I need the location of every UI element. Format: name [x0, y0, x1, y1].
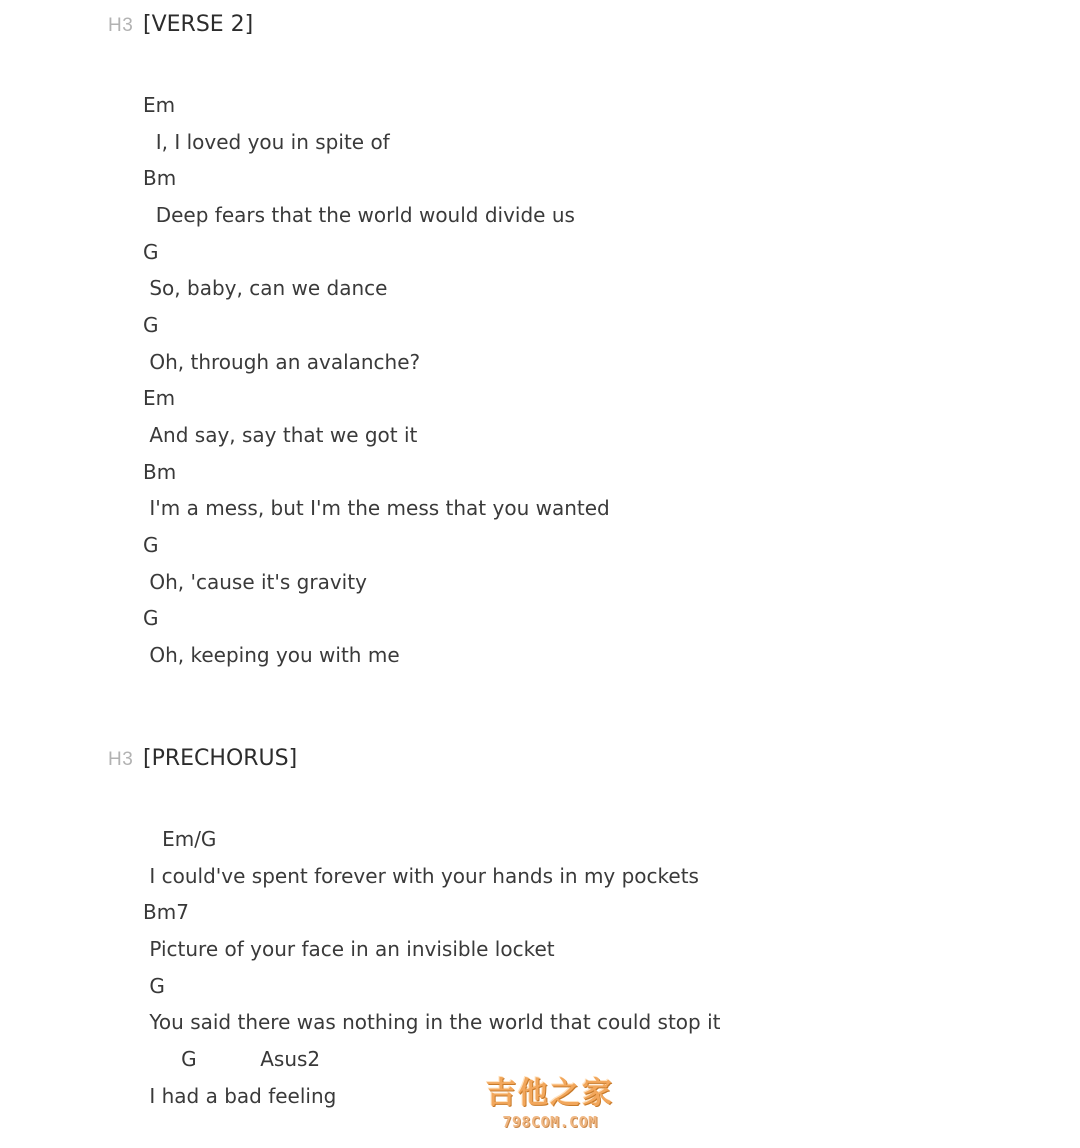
verse2-heading	[108, 12, 253, 52]
chord-line: Em	[143, 93, 176, 117]
heading-level-marker: H3	[108, 749, 134, 770]
lyric-line: So, baby, can we dance	[143, 276, 388, 300]
chord-line: G	[143, 974, 165, 998]
chord-line: G	[143, 313, 159, 337]
prechorus-title: [PRECHORUS]	[143, 746, 298, 771]
lyric-line: Oh, through an avalanche?	[143, 350, 421, 374]
chord-line: Bm	[143, 166, 177, 190]
site-watermark	[470, 1076, 630, 1146]
watermark-subtitle: 798COM.COM	[502, 1113, 598, 1131]
lyric-line: I'm a mess, but I'm the mess that you wanted	[143, 496, 610, 520]
lyric-line: Oh, keeping you with me	[143, 643, 400, 667]
heading-level-marker: H3	[108, 15, 134, 36]
lyric-line: Oh, 'cause it's gravity	[143, 570, 367, 594]
lyric-line: I had a bad feeling	[143, 1084, 337, 1108]
prechorus-heading	[108, 746, 297, 786]
chord-line: Em	[143, 386, 176, 410]
chord-line: Em/G	[143, 827, 217, 851]
chord-line: G Asus2	[143, 1047, 321, 1071]
lyric-line: Deep fears that the world would divide us	[143, 203, 575, 227]
chord-line: Bm7	[143, 900, 189, 924]
watermark-title: 吉他之家	[486, 1076, 614, 1111]
lyric-line: I could've spent forever with your hands in my pockets	[143, 864, 699, 888]
chord-line: G	[143, 606, 159, 630]
lyric-line: I, I loved you in spite of	[143, 130, 390, 154]
lyric-line: You said there was nothing in the world that could stop it	[143, 1010, 721, 1034]
chord-line: Bm	[143, 460, 177, 484]
chord-line: G	[143, 533, 159, 557]
lyric-line: And say, say that we got it	[143, 423, 418, 447]
verse2-title: [VERSE 2]	[143, 12, 254, 37]
lyric-line: Picture of your face in an invisible locket	[143, 937, 555, 961]
chord-line: G	[143, 240, 159, 264]
